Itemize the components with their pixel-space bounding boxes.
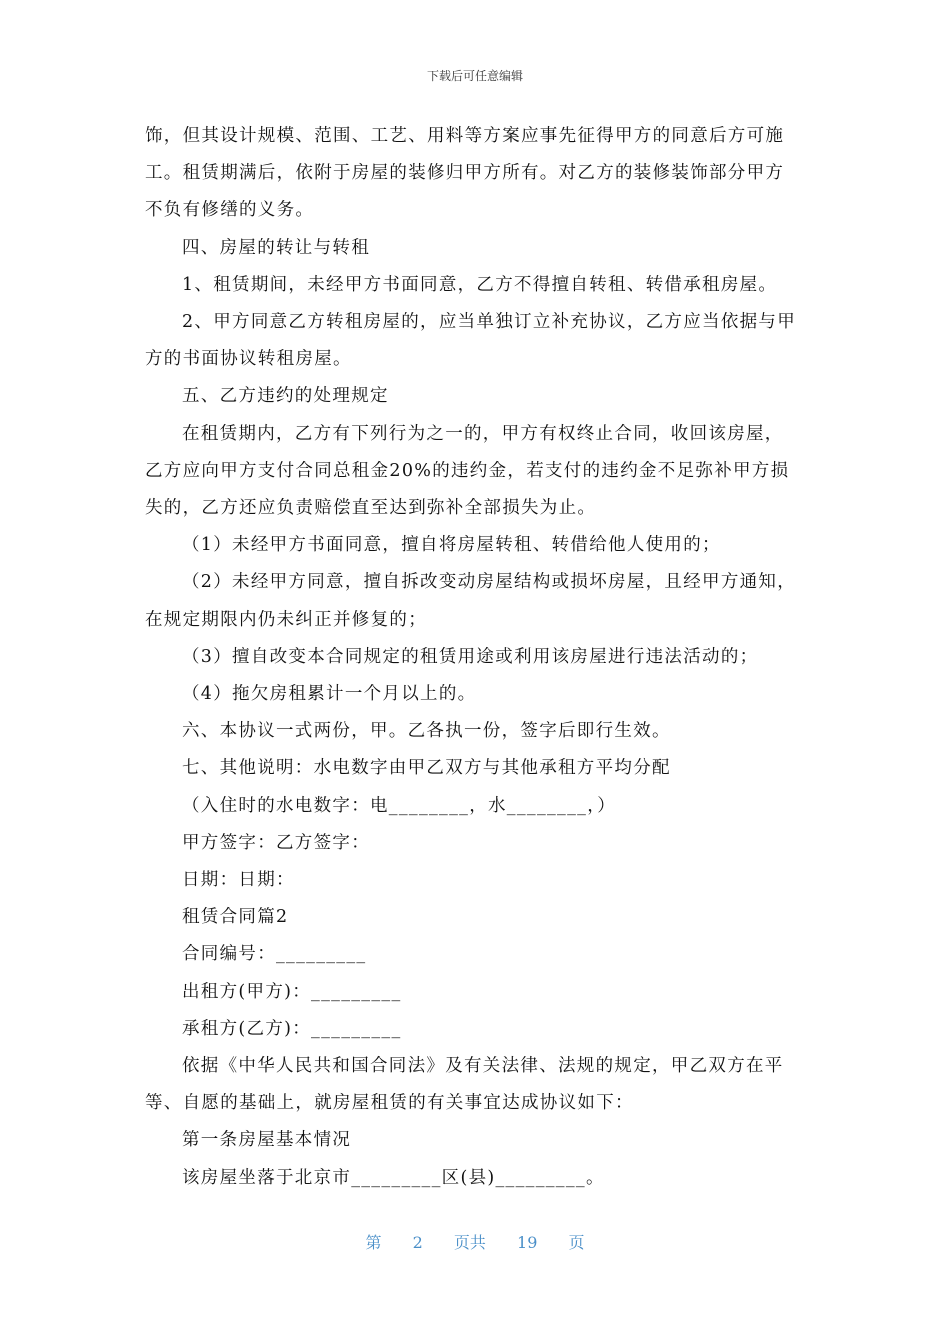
section-heading: 四、房屋的转让与转租 — [182, 237, 370, 258]
list-item: （2）未经甲方同意，擅自拆改变动房屋结构或损坏房屋，且经甲方通知，在规定期限内仍未纠正并修复的； — [145, 572, 797, 630]
paragraph: 六、本协议一式两份，甲。乙各执一份，签字后即行生效。 — [182, 721, 671, 742]
paragraph: 依据《中华人民共和国合同法》及有关法律、法规的规定，甲乙双方在平等、自愿的基础上，就房屋租赁的有关事宜达成协议如下： — [145, 1056, 784, 1114]
list-item: （1）未经甲方书面同意，擅自将房屋转租、转借给他人使用的； — [182, 535, 721, 556]
footer-prefix: 第 — [365, 1233, 382, 1252]
form-line: 承租方(乙方)：_________ — [182, 1018, 402, 1039]
paragraph: 1、租赁期间，未经甲方书面同意，乙方不得擅自转租、转借承租房屋。 — [182, 274, 778, 295]
paragraph: 在租赁期内，乙方有下列行为之一的，甲方有权终止合同，收回该房屋，乙方应向甲方支付合同总租金20%的违约金，若支付的违约金不足弥补甲方损失的，乙方还应负责赔偿直至达到弥补全部损失为止。 — [145, 423, 790, 519]
form-line: 出租方(甲方)：_________ — [182, 981, 402, 1002]
signature-line: 甲方签字：乙方签字： — [182, 832, 370, 853]
list-item: （3）擅自改变本合同规定的租赁用途或利用该房屋进行违法活动的； — [182, 646, 759, 667]
list-item: （4）拖欠房租累计一个月以上的。 — [182, 684, 477, 705]
paragraph: 七、其他说明：水电数字由甲乙双方与其他承租方平均分配 — [182, 758, 671, 779]
footer-current-page: 2 — [412, 1233, 423, 1252]
paragraph: 该房屋坐落于北京市_________区(县)_________。 — [182, 1167, 605, 1188]
footer-total-pages: 19 — [517, 1233, 538, 1252]
document-body — [145, 118, 800, 1197]
form-line: 合同编号：_________ — [182, 944, 367, 965]
date-line: 日期：日期： — [182, 870, 295, 891]
paragraph: 2、甲方同意乙方转租房屋的，应当单独订立补充协议，乙方应当依据与甲方的书面协议转租房屋。 — [145, 312, 797, 370]
page-header: 下载后可任意编辑 — [426, 69, 523, 83]
page-footer — [0, 1230, 950, 1253]
section-heading: 五、乙方违约的处理规定 — [182, 386, 389, 407]
paragraph: 饰，但其设计规模、范围、工艺、用料等方案应事先征得甲方的同意后方可施工。租赁期满后，依附于房屋的装修归甲方所有。对乙方的装修装饰部分甲方不负有修缮的义务。 — [145, 126, 785, 221]
footer-suffix: 页 — [568, 1233, 585, 1252]
section-heading: 第一条房屋基本情况 — [182, 1130, 352, 1151]
section-heading: 租赁合同篇2 — [182, 907, 289, 928]
paragraph: （入住时的水电数字：电________，水________，） — [182, 795, 617, 816]
footer-middle: 页共 — [453, 1233, 486, 1252]
